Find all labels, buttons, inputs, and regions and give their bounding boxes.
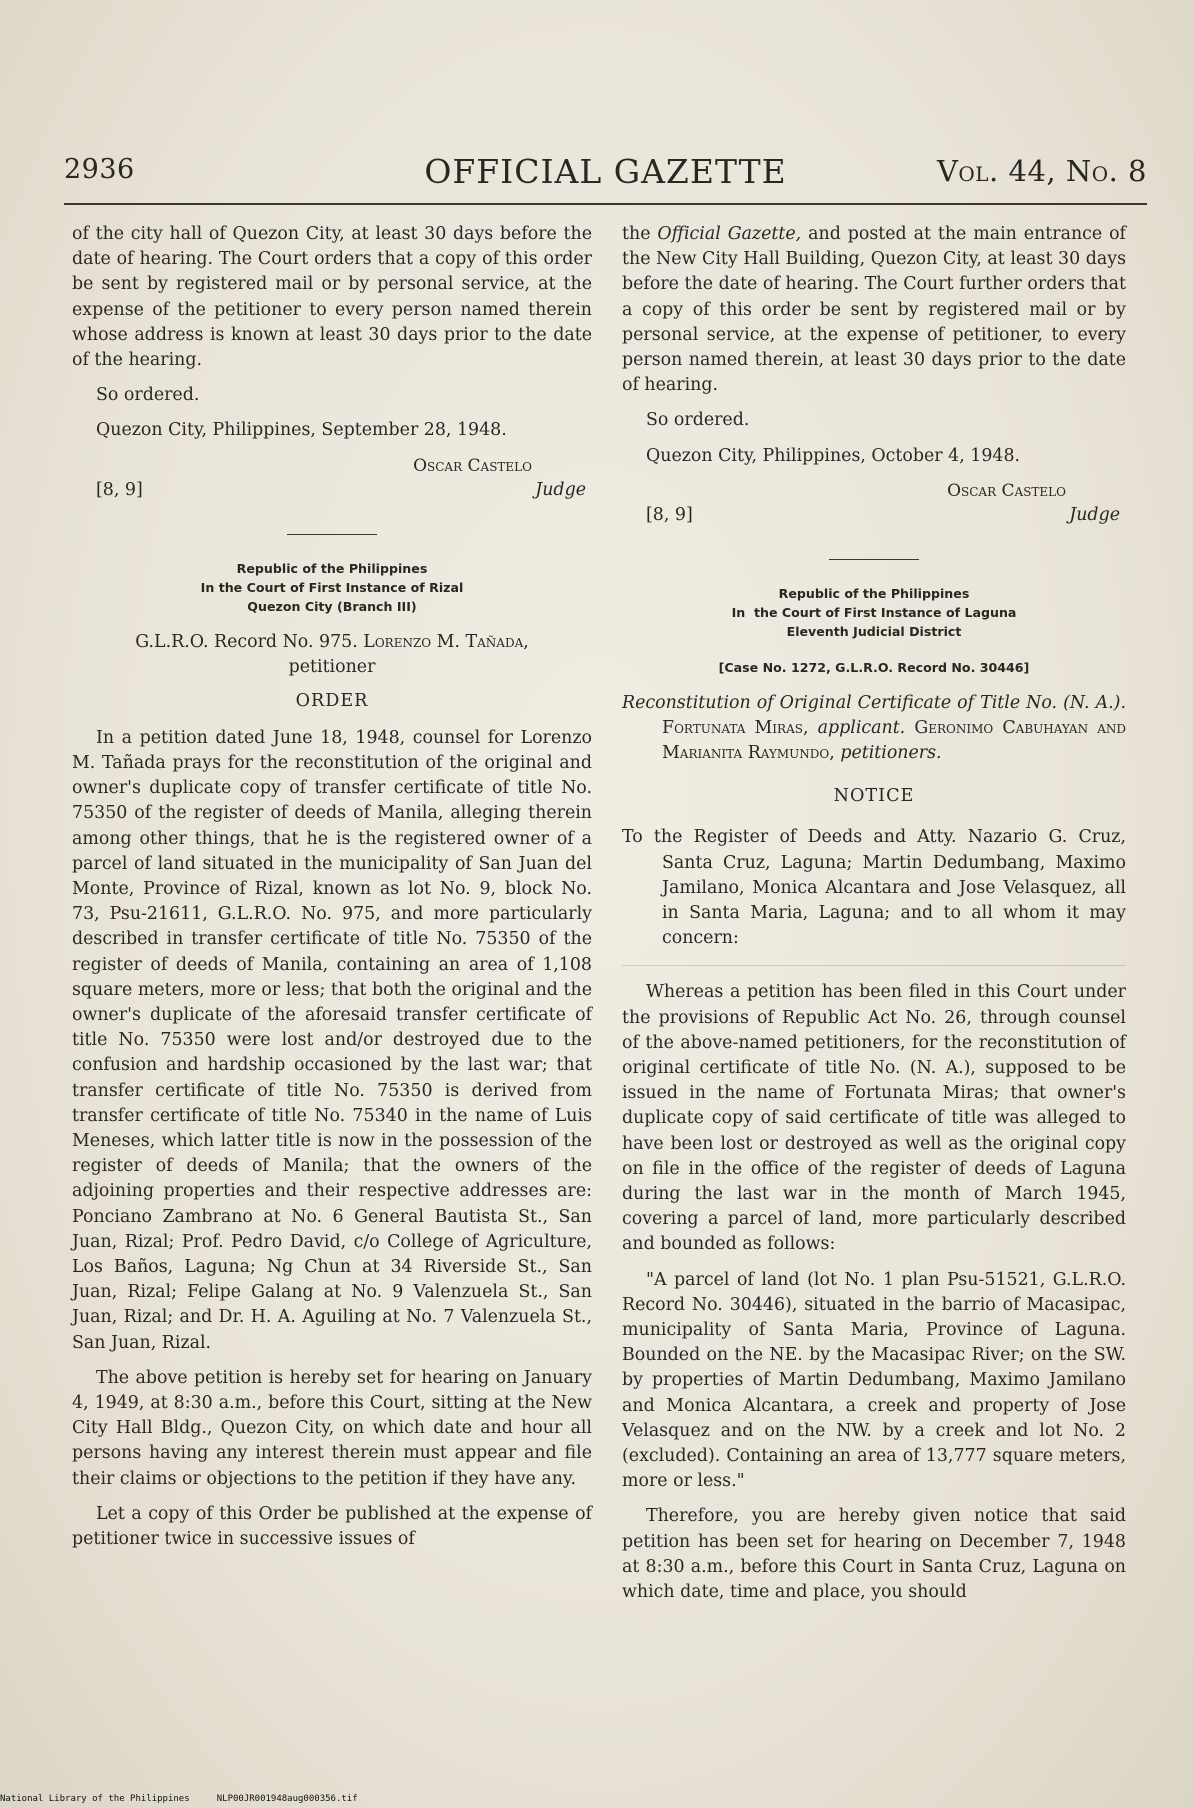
right-judge-name: Oscar Castelo — [947, 480, 1066, 501]
right-signature — [622, 475, 1126, 537]
right-place-date: Quezon City, Philippines, October 4, 1948. — [646, 445, 1021, 466]
right-caption-petitioners-role: petitioners. — [840, 742, 942, 763]
right-cont-body: and posted at the main entrance of the New City Hall Building, Quezon City, at least 30 days before the date of hearing. The Court further orders that a copy of this order be sent by registered mail or by personal service, at the expense of petitioner, to every person named therein, at least 30 days prior to the date of hearing. — [622, 224, 1126, 396]
scan-credit: National Library of the Philippines NLP00JR001948aug000356.tif — [0, 1794, 358, 1804]
left-place-date: Quezon City, Philippines, September 28, 1948. — [96, 420, 507, 441]
gazette-title: OFFICIAL GAZETTE — [424, 152, 787, 191]
right-court-line-1: Republic of the Philippines — [778, 586, 970, 602]
left-judge-title: Judge — [535, 479, 586, 500]
left-signature — [72, 450, 592, 512]
left-case-record: G.L.R.O. Record No. 975. — [135, 632, 358, 653]
left-issue-ref: [8, 9] — [96, 479, 143, 500]
left-divider — [287, 534, 377, 536]
left-order-para-1: In a petition dated June 18, 1948, counsel for Lorenzo M. Tañada prays for the reconstitution of the original and owner's duplicate copy of transfer certificate of title No. 75350 of the register of deeds of Manila, alleging therein among other things, that he is the registered owner of a parcel of land situated in the municipality of San Juan del Monte, Province of Rizal, known as lot No. 9, block No. 73, Psu-21611, G.L.R.O. No. 975, and more particularly described in transfer certificate of title No. 75350 of the register of deeds of Manila, containing an area of 1,108 square meters, more or less; that both the original and the owner's duplicate of the aforesaid transfer certificate of title No. 75350 were lost and/or destroyed due to the confusion and hardship occasioned by the last war; that transfer certificate of title No. 75350 is derived from transfer certificate of title No. 75340 in the name of Luis Meneses, which latter title is now in the possession of the register of deeds of Manila; that the owners of the adjoining properties and their respective addresses are: Ponciano Zambrano at No. 6 General Bautista St., San Juan, Rizal; Prof. Pedro David, c/o College of Agriculture, Los Baños, Laguna; Ng Chun at 34 Riverside St., San Juan, Rizal; Felipe Galang at No. 9 Valenzuela St., San Juan, Rizal; and Dr. H. A. Aguiling at No. 7 Valenzuela St., San Juan, Rizal. — [72, 727, 592, 1353]
right-caption-applicant: Fortunata Miras, — [662, 717, 809, 738]
right-so-ordered: So ordered. — [646, 410, 750, 431]
right-case-caption — [622, 691, 1126, 767]
right-court-line-3: Eleventh Judicial District — [786, 624, 962, 640]
right-caption-applicant-role: applicant. — [817, 717, 906, 738]
page-header — [64, 150, 1147, 194]
right-case-number: [Case No. 1272, G.L.R.O. Record No. 30446] — [718, 660, 1030, 676]
left-order-para-2: The above petition is hereby set for hearing on January 4, 1949, at 8:30 a.m., before this Court, sitting at the New City Hall Bldg., Quezon City, on which date and hour all persons having any interest therein must appear and file their claims or objections to the petition if they have any. — [72, 1367, 592, 1489]
right-caption-title: Reconstitution of Original Certificate of Title No. (N. A.). — [622, 692, 1126, 713]
right-notice-heading: NOTICE — [833, 786, 915, 807]
left-case-name: Lorenzo M. Tañada, — [363, 632, 529, 653]
right-notice-para-2: Therefore, you are hereby given notice that said petition has been set for hearing on December 7, 1948 at 8:30 a.m., before this Court in Santa Cruz, Laguna on which date, time and place, you should — [622, 1506, 1126, 1603]
right-court-line-2: In the Court of First Instance of Laguna — [731, 605, 1017, 621]
right-caption-petitioners: Geronimo Cabuhayan and Marianita Raymundo, — [662, 717, 1126, 763]
volume-number: Vol. 44, No. 8 — [936, 154, 1147, 188]
left-order-heading: ORDER — [295, 690, 369, 711]
left-continuation-text: of the city hall of Quezon City, at least 30 days before the date of hearing. The Court orders that a copy of this order be sent by registered mail or by personal service, at the expense of the petitioner to every person named therein whose address is known at least 30 days prior to the date of the hearing. — [72, 224, 592, 371]
left-order-para-3: Let a copy of this Order be published at the expense of petitioner twice in successive issues of — [72, 1503, 592, 1550]
left-case-caption — [72, 630, 592, 680]
left-so-ordered: So ordered. — [96, 385, 200, 406]
right-cont-title: Official Gazette, — [657, 224, 802, 244]
left-judge-name: Oscar Castelo — [413, 455, 532, 476]
right-separator — [622, 965, 1126, 966]
left-court-line-3: Quezon City (Branch III) — [247, 599, 417, 615]
right-court-heading — [622, 584, 1126, 641]
left-court-heading — [72, 559, 592, 616]
left-case-role: petitioner — [288, 657, 376, 678]
right-cont-pre: the — [622, 224, 651, 244]
right-judge-title: Judge — [1069, 504, 1120, 525]
right-column — [622, 222, 1126, 1605]
right-address: To the Register of Deeds and Atty. Nazario G. Cruz, Santa Cruz, Laguna; Martin Dedumbang, Maximo Jamilano, Monica Alcantara and Jose Velasquez, all in Santa Maria, Laguna; and to all whom it may concern: — [622, 827, 1126, 949]
left-court-line-2: In the Court of First Instance of Rizal — [200, 580, 464, 596]
page-number: 2936 — [64, 154, 135, 185]
header-rule — [64, 203, 1147, 205]
right-divider — [829, 559, 919, 561]
right-continuation-text — [622, 222, 1126, 398]
right-land-description: "A parcel of land (lot No. 1 plan Psu-51521, G.L.R.O. Record No. 30446), situated in the barrio of Macasipac, municipality of Santa Maria, Province of Laguna. Bounded on the NE. by the Macasipac River; on the SW. by properties of Martin Dedumbang, Maximo Jamilano and Monica Alcantara, a creek and property of Jose Velasquez and on the NW. by a creek and lot No. 2 (excluded). Containing an area of 13,777 square meters, more or less." — [622, 1269, 1126, 1492]
left-column — [72, 222, 592, 1552]
right-issue-ref: [8, 9] — [646, 504, 693, 525]
left-court-line-1: Republic of the Philippines — [236, 561, 428, 577]
right-notice-para-1: Whereas a petition has been filed in this Court under the provisions of Republic Act No. 26, through counsel of the above-named petitioners, for the reconstitution of original certificate of title No. (N. A.), supposed to be issued in the name of Fortunata Miras; that owner's duplicate copy of said certificate of title was alleged to have been lost or destroyed as well as the original copy on file in the office of the register of deeds of Laguna during the last war in the month of March 1945, covering a parcel of land, more particularly described and bounded as follows: — [622, 982, 1126, 1255]
